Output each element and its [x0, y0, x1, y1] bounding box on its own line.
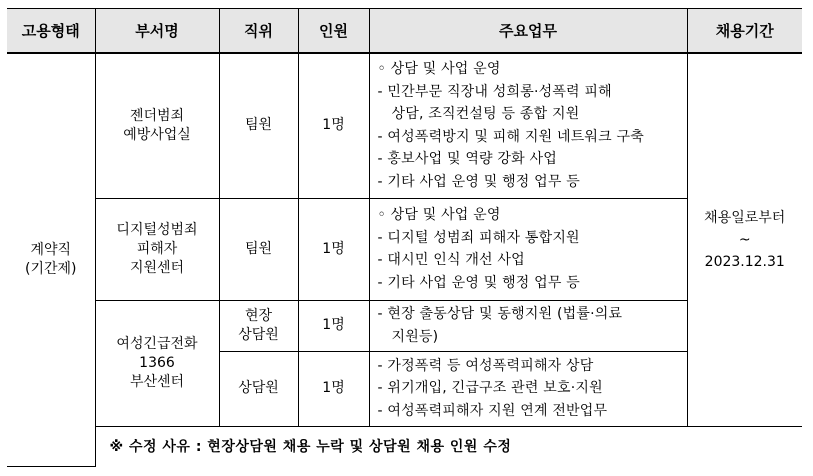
- recruitment-table: [7, 8, 802, 467]
- department-line: 부산센터: [129, 373, 185, 390]
- duties-cell: [369, 300, 687, 351]
- table-row: [7, 53, 802, 198]
- position-cell: [219, 300, 298, 351]
- position-line: 현장: [244, 307, 273, 324]
- employment-type-line: 계약직: [30, 241, 72, 258]
- position-cell: [219, 198, 298, 300]
- count-cell: 1명: [298, 198, 369, 300]
- period-cell: [687, 53, 802, 426]
- revision-note: ※ 수정 사유 : 현장상담원 채용 누락 및 상담원 채용 인원 수정: [95, 426, 802, 466]
- duty-text-continued: 상담, 조직컨설팅 등 종합 지원: [391, 106, 580, 123]
- duty-item: - 위기개입, 긴급구조 관련 보호·지원: [377, 380, 603, 397]
- department-cell: [95, 198, 219, 300]
- duty-item: - 여성폭력방지 및 피해 지원 네트워크 구축: [377, 128, 644, 145]
- position-line: 상담원: [238, 326, 279, 343]
- header-position: 직위: [219, 9, 298, 54]
- department-line: 피해자: [136, 240, 178, 257]
- table-row: [7, 300, 802, 351]
- department-line: 젠더범죄: [129, 107, 185, 124]
- department-line: 1366: [139, 354, 175, 371]
- duty-text: - 현장 출동상담 및 동행지원 (법률·의료: [377, 306, 623, 322]
- duty-item: ◦ 상담 및 사업 운영: [377, 207, 501, 223]
- note-row: [7, 426, 802, 466]
- duty-item: - 홍보사업 및 역량 강화 사업: [377, 151, 557, 168]
- position-cell: [219, 351, 298, 426]
- duty-item: - 기타 사업 운영 및 행정 업무 등: [377, 274, 580, 291]
- duty-item: - 기타 사업 운영 및 행정 업무 등: [377, 173, 580, 190]
- duty-item: [378, 303, 683, 348]
- duty-item: [378, 81, 683, 126]
- header-count: 인원: [298, 9, 369, 54]
- duty-text-continued: 지원등): [391, 328, 439, 345]
- department-cell: [95, 300, 219, 426]
- duty-item: - 여성폭력피해자 지원 연계 전반업무: [377, 402, 608, 419]
- header-employment-type: 고용형태: [7, 9, 95, 54]
- duties-cell: [369, 53, 687, 198]
- duty-item: - 가정폭력 등 여성폭력피해자 상담: [377, 357, 594, 374]
- employment-type-line: (기간제): [25, 260, 77, 277]
- table-row: [7, 198, 802, 300]
- department-cell: [95, 53, 219, 198]
- count-cell: 1명: [298, 351, 369, 426]
- duty-text: - 민간부문 직장내 성희롱·성폭력 피해: [377, 83, 612, 100]
- header-department: 부서명: [95, 9, 219, 54]
- position-line: 팀원: [244, 117, 273, 134]
- duties-cell: [369, 351, 687, 426]
- duty-item: ◦ 상담 및 사업 운영: [377, 61, 501, 78]
- department-line: 예방사업실: [123, 126, 191, 143]
- period-line: 2023.12.31: [704, 253, 785, 270]
- department-line: 디지털성범죄: [116, 221, 198, 238]
- position-cell: [219, 53, 298, 198]
- header-row: [7, 9, 802, 54]
- employment-type-cell: [7, 53, 95, 466]
- count-cell: 1명: [298, 53, 369, 198]
- department-line: 지원센터: [129, 259, 185, 276]
- period-line: ~: [738, 231, 751, 248]
- period-line: 채용일로부터: [704, 209, 786, 226]
- duty-item: - 디지털 성범죄 피해자 통합지원: [377, 229, 580, 246]
- header-duties: 주요업무: [369, 9, 687, 54]
- count-cell: 1명: [298, 300, 369, 351]
- duty-item: - 대시민 인식 개선 사업: [377, 252, 525, 268]
- header-period: 채용기간: [687, 9, 802, 54]
- position-line: 팀원: [244, 240, 273, 257]
- position-line: 상담원: [238, 380, 279, 396]
- duties-cell: [369, 198, 687, 300]
- department-line: 여성긴급전화: [116, 335, 198, 352]
